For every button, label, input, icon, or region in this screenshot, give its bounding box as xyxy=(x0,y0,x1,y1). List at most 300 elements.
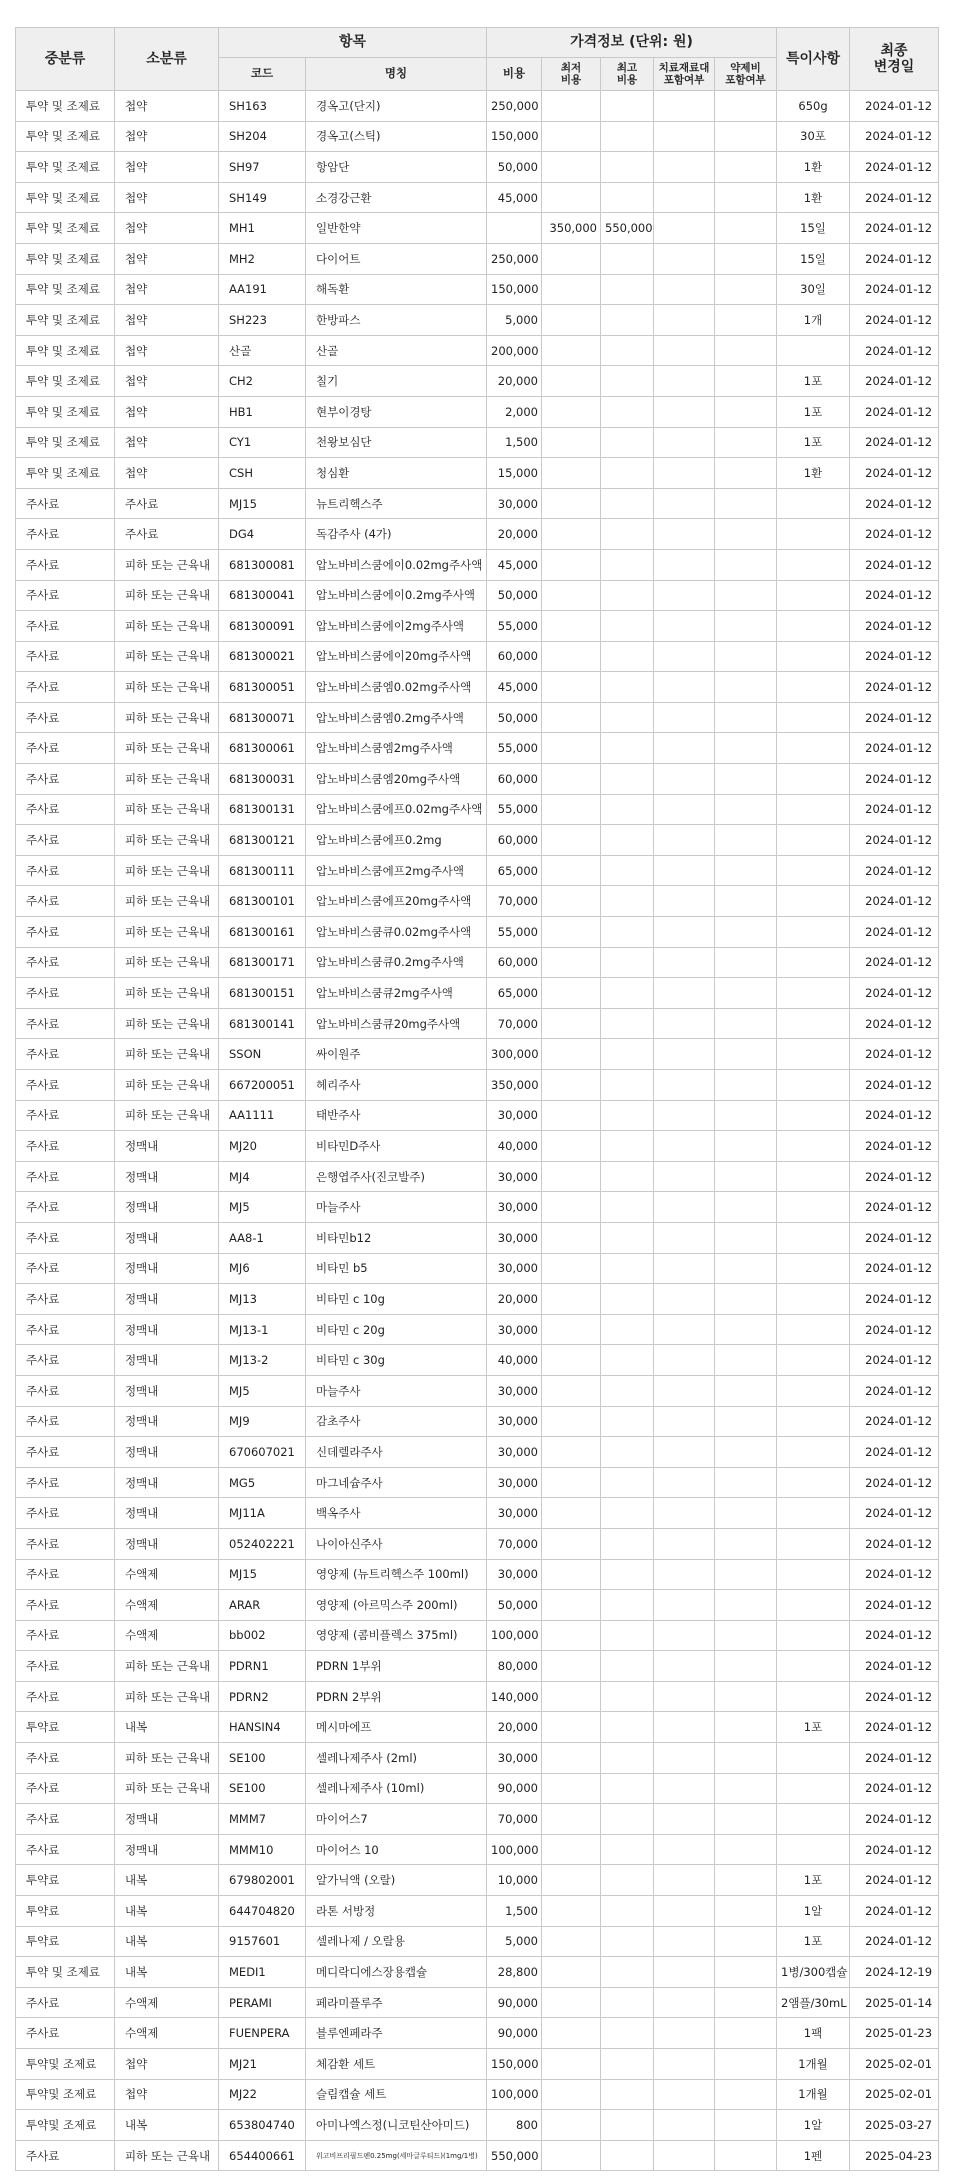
cell-minor: 정맥내 xyxy=(115,1253,219,1284)
cell-material-included xyxy=(654,1773,715,1804)
cell-cost: 30,000 xyxy=(487,1743,542,1774)
table-row xyxy=(16,1008,939,1039)
cell-major: 주사료 xyxy=(16,1406,115,1437)
cell-cost: 70,000 xyxy=(487,886,542,917)
cell-min-cost xyxy=(542,886,601,917)
cell-material-included xyxy=(654,152,715,183)
cell-drug-included xyxy=(715,213,777,244)
table-row xyxy=(16,855,939,886)
cell-drug-included xyxy=(715,794,777,825)
cell-material-included xyxy=(654,91,715,122)
cell-max-cost xyxy=(601,1100,654,1131)
table-row xyxy=(16,917,939,948)
cell-min-cost xyxy=(542,672,601,703)
cell-min-cost xyxy=(542,1743,601,1774)
table-row xyxy=(16,1253,939,1284)
cell-last-changed: 2025-03-27 xyxy=(850,2110,939,2141)
cell-major: 주사료 xyxy=(16,1131,115,1162)
cell-max-cost xyxy=(601,121,654,152)
table-row xyxy=(16,2049,939,2080)
cell-name: 일반한약 xyxy=(306,213,487,244)
header-item: 항목 xyxy=(219,28,487,58)
cell-code: 681300051 xyxy=(219,672,306,703)
cell-name: 체감환 세트 xyxy=(306,2049,487,2080)
cell-code: 681300021 xyxy=(219,641,306,672)
cell-max-cost xyxy=(601,427,654,458)
cell-code: 681300071 xyxy=(219,702,306,733)
cell-name: 소경강근환 xyxy=(306,182,487,213)
cell-last-changed: 2024-01-12 xyxy=(850,335,939,366)
cell-max-cost xyxy=(601,1987,654,2018)
cell-cost: 50,000 xyxy=(487,580,542,611)
cell-max-cost xyxy=(601,855,654,886)
cell-material-included xyxy=(654,855,715,886)
cell-name: 마이어스 10 xyxy=(306,1834,487,1865)
cell-drug-included xyxy=(715,1253,777,1284)
cell-code: 681300061 xyxy=(219,733,306,764)
cell-code: 670607021 xyxy=(219,1437,306,1468)
cell-drug-included xyxy=(715,917,777,948)
cell-major: 주사료 xyxy=(16,1100,115,1131)
cell-min-cost xyxy=(542,91,601,122)
cell-min-cost: 350,000 xyxy=(542,213,601,244)
cell-name: 압노바비스쿰큐0.2mg주사액 xyxy=(306,947,487,978)
cell-material-included xyxy=(654,1743,715,1774)
cell-max-cost xyxy=(601,1192,654,1223)
cell-last-changed: 2024-01-12 xyxy=(850,825,939,856)
cell-min-cost xyxy=(542,1467,601,1498)
cell-minor: 피하 또는 근육내 xyxy=(115,1651,219,1682)
cell-minor: 첩약 xyxy=(115,121,219,152)
cell-minor: 첩약 xyxy=(115,152,219,183)
cell-drug-included xyxy=(715,1681,777,1712)
cell-cost: 55,000 xyxy=(487,733,542,764)
cell-min-cost xyxy=(542,1528,601,1559)
cell-min-cost xyxy=(542,243,601,274)
cell-last-changed: 2024-01-12 xyxy=(850,1773,939,1804)
table-row xyxy=(16,1865,939,1896)
cell-min-cost xyxy=(542,1681,601,1712)
cell-drug-included xyxy=(715,1192,777,1223)
cell-notes xyxy=(777,1743,850,1774)
cell-code: 681300101 xyxy=(219,886,306,917)
header-notes: 특이사항 xyxy=(777,28,850,91)
cell-name: 경옥고(스틱) xyxy=(306,121,487,152)
table-row xyxy=(16,366,939,397)
cell-max-cost xyxy=(601,2018,654,2049)
cell-material-included xyxy=(654,274,715,305)
cell-code: CSH xyxy=(219,458,306,489)
cell-code: MJ13-1 xyxy=(219,1314,306,1345)
cell-code: MH1 xyxy=(219,213,306,244)
cell-minor: 피하 또는 근육내 xyxy=(115,1681,219,1712)
cell-name: 위고비프리필드펜0.25mg(세마글루티드)(1mg/1병) xyxy=(306,2140,487,2171)
cell-max-cost xyxy=(601,182,654,213)
cell-cost: 50,000 xyxy=(487,702,542,733)
cell-notes xyxy=(777,764,850,795)
cell-major: 투약 및 조제료 xyxy=(16,213,115,244)
cell-major: 투약료 xyxy=(16,1926,115,1957)
cell-name: 마늘주사 xyxy=(306,1192,487,1223)
cell-drug-included xyxy=(715,427,777,458)
cell-last-changed: 2024-01-12 xyxy=(850,182,939,213)
cell-drug-included xyxy=(715,1039,777,1070)
cell-max-cost xyxy=(601,947,654,978)
cell-cost: 30,000 xyxy=(487,1375,542,1406)
table-row xyxy=(16,978,939,1009)
cell-min-cost xyxy=(542,1651,601,1682)
cell-min-cost xyxy=(542,2110,601,2141)
cell-drug-included xyxy=(715,1926,777,1957)
cell-code: AA1111 xyxy=(219,1100,306,1131)
cell-drug-included xyxy=(715,1804,777,1835)
cell-min-cost xyxy=(542,305,601,336)
cell-major: 투약 및 조제료 xyxy=(16,366,115,397)
cell-notes xyxy=(777,672,850,703)
cell-min-cost xyxy=(542,917,601,948)
cell-max-cost xyxy=(601,825,654,856)
cell-name: 셀레나제주사 (2ml) xyxy=(306,1743,487,1774)
cell-min-cost xyxy=(542,1987,601,2018)
cell-notes xyxy=(777,978,850,1009)
cell-major: 투약 및 조제료 xyxy=(16,427,115,458)
cell-minor: 정맥내 xyxy=(115,1161,219,1192)
cell-drug-included xyxy=(715,366,777,397)
cell-last-changed: 2024-01-12 xyxy=(850,886,939,917)
cell-code: 681300081 xyxy=(219,549,306,580)
cell-last-changed: 2024-01-12 xyxy=(850,1253,939,1284)
cell-minor: 정맥내 xyxy=(115,1498,219,1529)
cell-material-included xyxy=(654,1345,715,1376)
cell-minor: 피하 또는 근육내 xyxy=(115,1070,219,1101)
cell-notes: 1개월 xyxy=(777,2079,850,2110)
cell-last-changed: 2024-01-12 xyxy=(850,1528,939,1559)
cell-material-included xyxy=(654,2049,715,2080)
cell-drug-included xyxy=(715,396,777,427)
cell-min-cost xyxy=(542,1804,601,1835)
cell-code: MJ21 xyxy=(219,2049,306,2080)
cell-major: 투약 및 조제료 xyxy=(16,243,115,274)
cell-cost: 90,000 xyxy=(487,1987,542,2018)
cell-drug-included xyxy=(715,2140,777,2171)
cell-code: 681300161 xyxy=(219,917,306,948)
cell-name: 마늘주사 xyxy=(306,1375,487,1406)
cell-min-cost xyxy=(542,1070,601,1101)
cell-cost: 60,000 xyxy=(487,764,542,795)
cell-code: PERAMI xyxy=(219,1987,306,2018)
cell-drug-included xyxy=(715,1559,777,1590)
cell-max-cost xyxy=(601,2079,654,2110)
header-major: 중분류 xyxy=(16,28,115,91)
cell-last-changed: 2024-01-12 xyxy=(850,733,939,764)
cell-cost: 30,000 xyxy=(487,488,542,519)
cell-name: 압노바비스쿰엠20mg주사액 xyxy=(306,764,487,795)
cell-cost: 5,000 xyxy=(487,1926,542,1957)
cell-max-cost xyxy=(601,458,654,489)
cell-drug-included xyxy=(715,121,777,152)
cell-last-changed: 2024-01-12 xyxy=(850,427,939,458)
cell-max-cost xyxy=(601,91,654,122)
cell-minor: 내복 xyxy=(115,1865,219,1896)
cell-last-changed: 2024-01-12 xyxy=(850,794,939,825)
table-row xyxy=(16,335,939,366)
cell-min-cost xyxy=(542,519,601,550)
table-row xyxy=(16,91,939,122)
table-row xyxy=(16,121,939,152)
cell-major: 주사료 xyxy=(16,1070,115,1101)
cell-material-included xyxy=(654,335,715,366)
cell-notes xyxy=(777,1253,850,1284)
cell-last-changed: 2024-01-12 xyxy=(850,1222,939,1253)
cell-minor: 피하 또는 근육내 xyxy=(115,641,219,672)
cell-code: 681300041 xyxy=(219,580,306,611)
cell-code: MG5 xyxy=(219,1467,306,1498)
cell-min-cost xyxy=(542,1284,601,1315)
cell-last-changed: 2024-01-12 xyxy=(850,366,939,397)
cell-max-cost xyxy=(601,305,654,336)
cell-minor: 수액제 xyxy=(115,1620,219,1651)
cell-major: 주사료 xyxy=(16,580,115,611)
cell-notes: 15일 xyxy=(777,213,850,244)
cell-major: 주사료 xyxy=(16,855,115,886)
cell-cost: 45,000 xyxy=(487,672,542,703)
cell-cost: 28,800 xyxy=(487,1957,542,1988)
cell-major: 투약료 xyxy=(16,1712,115,1743)
cell-name: 압노바비스쿰에프0.2mg xyxy=(306,825,487,856)
cell-cost: 30,000 xyxy=(487,1222,542,1253)
cell-cost: 20,000 xyxy=(487,1712,542,1743)
table-row xyxy=(16,1559,939,1590)
cell-major: 주사료 xyxy=(16,1222,115,1253)
cell-drug-included xyxy=(715,702,777,733)
cell-max-cost xyxy=(601,1222,654,1253)
cell-drug-included xyxy=(715,1987,777,2018)
cell-code: 681300121 xyxy=(219,825,306,856)
cell-notes xyxy=(777,794,850,825)
cell-drug-included xyxy=(715,947,777,978)
cell-minor: 내복 xyxy=(115,2110,219,2141)
cell-notes xyxy=(777,917,850,948)
cell-material-included xyxy=(654,305,715,336)
cell-notes xyxy=(777,1773,850,1804)
cell-material-included xyxy=(654,1865,715,1896)
table-row xyxy=(16,243,939,274)
cell-min-cost xyxy=(542,1345,601,1376)
cell-major: 투약 및 조제료 xyxy=(16,1957,115,1988)
cell-material-included xyxy=(654,1375,715,1406)
cell-notes xyxy=(777,855,850,886)
cell-max-cost xyxy=(601,611,654,642)
cell-notes xyxy=(777,1681,850,1712)
cell-min-cost xyxy=(542,1161,601,1192)
cell-max-cost xyxy=(601,1896,654,1927)
cell-drug-included xyxy=(715,1957,777,1988)
cell-last-changed: 2024-01-12 xyxy=(850,1498,939,1529)
header-name: 명칭 xyxy=(306,58,487,91)
cell-cost: 30,000 xyxy=(487,1253,542,1284)
cell-max-cost xyxy=(601,274,654,305)
cell-drug-included xyxy=(715,274,777,305)
cell-notes xyxy=(777,1375,850,1406)
cell-drug-included xyxy=(715,182,777,213)
cell-notes: 1포 xyxy=(777,396,850,427)
cell-cost: 70,000 xyxy=(487,1804,542,1835)
cell-last-changed: 2024-01-12 xyxy=(850,488,939,519)
cell-minor: 첩약 xyxy=(115,91,219,122)
cell-drug-included xyxy=(715,2018,777,2049)
cell-last-changed: 2024-01-12 xyxy=(850,641,939,672)
table-row xyxy=(16,396,939,427)
cell-name: 경옥고(단지) xyxy=(306,91,487,122)
cell-max-cost xyxy=(601,1070,654,1101)
cell-notes: 1포 xyxy=(777,1926,850,1957)
table-row xyxy=(16,1590,939,1621)
cell-max-cost xyxy=(601,733,654,764)
cell-last-changed: 2024-01-12 xyxy=(850,396,939,427)
cell-notes xyxy=(777,641,850,672)
cell-major: 주사료 xyxy=(16,1161,115,1192)
cell-name: 독감주사 (4가) xyxy=(306,519,487,550)
cell-max-cost xyxy=(601,152,654,183)
cell-max-cost xyxy=(601,1375,654,1406)
cell-minor: 피하 또는 근육내 xyxy=(115,549,219,580)
cell-notes xyxy=(777,1039,850,1070)
cell-minor: 피하 또는 근육내 xyxy=(115,2140,219,2171)
cell-notes xyxy=(777,519,850,550)
cell-drug-included xyxy=(715,641,777,672)
cell-notes xyxy=(777,1100,850,1131)
cell-drug-included xyxy=(715,91,777,122)
cell-min-cost xyxy=(542,1437,601,1468)
cell-max-cost xyxy=(601,1467,654,1498)
cell-cost: 30,000 xyxy=(487,1437,542,1468)
cell-minor: 정맥내 xyxy=(115,1284,219,1315)
cell-max-cost xyxy=(601,1131,654,1162)
cell-drug-included xyxy=(715,1498,777,1529)
cell-last-changed: 2024-01-12 xyxy=(850,121,939,152)
cell-name: 천왕보심단 xyxy=(306,427,487,458)
cell-name: 헤리주사 xyxy=(306,1070,487,1101)
cell-code: DG4 xyxy=(219,519,306,550)
cell-last-changed: 2024-01-12 xyxy=(850,1651,939,1682)
cell-max-cost xyxy=(601,702,654,733)
cell-cost: 100,000 xyxy=(487,1834,542,1865)
cell-minor: 첩약 xyxy=(115,182,219,213)
cell-max-cost xyxy=(601,580,654,611)
cell-cost: 45,000 xyxy=(487,549,542,580)
cell-name: 감초주사 xyxy=(306,1406,487,1437)
cell-material-included xyxy=(654,1896,715,1927)
cell-code: MMM10 xyxy=(219,1834,306,1865)
cell-material-included xyxy=(654,1651,715,1682)
cell-material-included xyxy=(654,733,715,764)
cell-minor: 내복 xyxy=(115,1926,219,1957)
cell-drug-included xyxy=(715,1284,777,1315)
cell-name: 압노바비스쿰큐2mg주사액 xyxy=(306,978,487,1009)
cell-drug-included xyxy=(715,1743,777,1774)
header-price-info: 가격정보 (단위: 원) xyxy=(487,28,777,58)
cell-minor: 정맥내 xyxy=(115,1222,219,1253)
cell-max-cost xyxy=(601,2110,654,2141)
cell-major: 주사료 xyxy=(16,1987,115,2018)
cell-name: 영양제 (콤비플렉스 375ml) xyxy=(306,1620,487,1651)
cell-code: MJ11A xyxy=(219,1498,306,1529)
cell-cost: 90,000 xyxy=(487,1773,542,1804)
cell-major: 주사료 xyxy=(16,1651,115,1682)
cell-last-changed: 2024-01-12 xyxy=(850,611,939,642)
cell-minor: 피하 또는 근육내 xyxy=(115,917,219,948)
cell-notes xyxy=(777,335,850,366)
cell-material-included xyxy=(654,978,715,1009)
table-row xyxy=(16,1284,939,1315)
cell-min-cost xyxy=(542,1559,601,1590)
cell-major: 투약 및 조제료 xyxy=(16,91,115,122)
cell-minor: 피하 또는 근육내 xyxy=(115,1039,219,1070)
table-row xyxy=(16,2110,939,2141)
cell-code: SH163 xyxy=(219,91,306,122)
cell-minor: 정맥내 xyxy=(115,1467,219,1498)
cell-cost: 30,000 xyxy=(487,1559,542,1590)
cell-material-included xyxy=(654,2140,715,2171)
cell-name: 한방파스 xyxy=(306,305,487,336)
cell-max-cost xyxy=(601,243,654,274)
cell-min-cost xyxy=(542,1406,601,1437)
cell-min-cost xyxy=(542,1498,601,1529)
cell-notes xyxy=(777,1834,850,1865)
cell-name: 메시마에프 xyxy=(306,1712,487,1743)
cell-max-cost xyxy=(601,978,654,1009)
table-row xyxy=(16,1345,939,1376)
cell-last-changed: 2024-01-12 xyxy=(850,1345,939,1376)
cell-max-cost xyxy=(601,1345,654,1376)
cell-name: 압노바비스쿰에프20mg주사액 xyxy=(306,886,487,917)
table-row xyxy=(16,1131,939,1162)
table-row xyxy=(16,825,939,856)
table-row xyxy=(16,733,939,764)
cell-code: 679802001 xyxy=(219,1865,306,1896)
cell-material-included xyxy=(654,1284,715,1315)
cell-notes: 1알 xyxy=(777,2110,850,2141)
cell-cost: 30,000 xyxy=(487,1406,542,1437)
table-row xyxy=(16,2018,939,2049)
cell-max-cost xyxy=(601,1039,654,1070)
header-cost: 비용 xyxy=(487,58,542,91)
cell-code: MJ20 xyxy=(219,1131,306,1162)
cell-min-cost xyxy=(542,580,601,611)
cell-cost: 10,000 xyxy=(487,1865,542,1896)
table-row xyxy=(16,672,939,703)
cell-major: 주사료 xyxy=(16,2018,115,2049)
cell-drug-included xyxy=(715,611,777,642)
cell-notes: 1펜 xyxy=(777,2140,850,2171)
cell-code: 681300031 xyxy=(219,764,306,795)
table-row xyxy=(16,274,939,305)
cell-max-cost xyxy=(601,1712,654,1743)
cell-code: SH97 xyxy=(219,152,306,183)
cell-material-included xyxy=(654,886,715,917)
cell-major: 주사료 xyxy=(16,672,115,703)
cell-max-cost xyxy=(601,1957,654,1988)
cell-name: 비타민D주사 xyxy=(306,1131,487,1162)
cell-max-cost xyxy=(601,1865,654,1896)
cell-minor: 정맥내 xyxy=(115,1375,219,1406)
cell-name: 블루엔페라주 xyxy=(306,2018,487,2049)
cell-last-changed: 2024-01-12 xyxy=(850,1620,939,1651)
cell-max-cost xyxy=(601,1253,654,1284)
cell-cost: 140,000 xyxy=(487,1681,542,1712)
cell-minor: 첩약 xyxy=(115,213,219,244)
cell-notes: 1환 xyxy=(777,182,850,213)
